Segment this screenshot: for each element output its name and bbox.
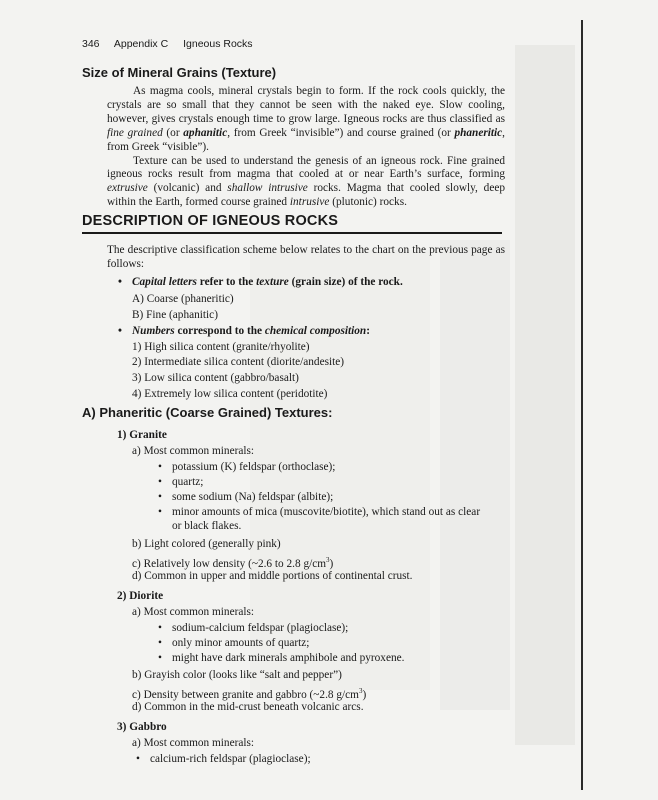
appendix-label: Appendix C: [113, 38, 169, 50]
list-item-continuation: or black flakes.: [172, 520, 242, 532]
composition-code-4: 4) Extremely low silica content (peridotite): [132, 388, 328, 400]
list-item: • some sodium (Na) feldspar (albite);: [158, 491, 334, 503]
diorite-minerals-label: a) Most common minerals:: [132, 606, 255, 618]
granite-minerals-label: a) Most common minerals:: [132, 445, 255, 457]
diorite-occurrence: d) Common in the mid-crust beneath volcanic arcs.: [132, 701, 364, 713]
term-aphanitic: aphanitic: [183, 126, 228, 139]
bullet-icon: •: [158, 491, 162, 503]
texture-code-a: A) Coarse (phaneritic): [132, 293, 234, 305]
texture-paragraph-1: As magma cools, mineral crystals begin to form. If the rock cools quickly, the crystals are so small that they cannot be seen with the naked eye. Slow cooling, however, gives crystals enough time to grow large. Igneous rocks are thus classified as fine grained (or aphanitic, from Greek “invisible”) and course grained (or phaneritic, from Greek “visible”).: [107, 85, 505, 153]
texture-paragraph: [107, 85, 505, 210]
term-shallow-intrusive: shallow intrusive: [227, 182, 308, 195]
list-item: • potassium (K) feldspar (orthoclase);: [158, 461, 336, 473]
granite-occurrence: d) Common in upper and middle portions of continental crust.: [132, 570, 413, 582]
bullet-icon: •: [158, 461, 162, 473]
bullet-capital-letters: • Capital letters refer to the texture (grain size) of the rock.: [118, 276, 403, 288]
composition-code-2: 2) Intermediate silica content (diorite/andesite): [132, 356, 345, 368]
bullet-numbers: • Numbers correspond to the chemical composition:: [118, 325, 370, 337]
chapter-label: Igneous Rocks: [183, 38, 253, 50]
composition-code-3: 3) Low silica content (gabbro/basalt): [132, 372, 299, 384]
bullet-icon: •: [158, 476, 162, 488]
diorite-density: c) Density between granite and gabbro (~2.8 $g/cm^3$): [132, 687, 367, 701]
diorite-title: 2) Diorite: [117, 590, 164, 602]
page-number: 346: [82, 38, 100, 50]
composition-code-1: 1) High silica content (granite/rhyolite): [132, 341, 310, 353]
bullet-icon: •: [158, 637, 162, 649]
bullet-icon: •: [136, 753, 140, 765]
phaneritic-heading: A) Phaneritic (Coarse Grained) Textures:: [82, 405, 333, 420]
running-header: [82, 38, 265, 50]
term-fine-grained: fine grained: [107, 126, 163, 139]
list-item: • only minor amounts of quartz;: [158, 637, 310, 649]
texture-code-b: B) Fine (aphanitic): [132, 309, 218, 321]
list-item: • minor amounts of mica (muscovite/biotite), which stand out as clear: [158, 506, 481, 518]
texture-paragraph-2: Texture can be used to understand the genesis of an igneous rock. Fine grained igneous rocks result from magma that cooled at or near Earth’s surface, forming extrusive (volcanic) and shallow intrusive rocks. Magma that cooled slowly, deep within the Earth, formed course grained intrusive (plutonic) rocks.: [107, 154, 506, 209]
term-intrusive: intrusive: [289, 196, 330, 209]
list-item: • calcium-rich feldspar (plagioclase);: [136, 753, 311, 765]
list-item: • might have dark minerals amphibole and pyroxene.: [158, 652, 405, 664]
texture-heading: Size of Mineral Grains (Texture): [82, 65, 277, 80]
gabbro-minerals-label: a) Most common minerals:: [132, 737, 255, 749]
show-through-shade: [515, 45, 575, 745]
granite-density: c) Relatively low density (~2.6 to 2.8 $g/cm^3$): [132, 556, 334, 570]
bullet-icon: •: [158, 622, 162, 634]
bullet-icon: •: [118, 276, 122, 288]
term-extrusive: extrusive: [107, 182, 148, 195]
binding-edge-rule: [581, 20, 583, 790]
bullet-icon: •: [158, 652, 162, 664]
description-heading: DESCRIPTION OF IGNEOUS ROCKS: [82, 213, 502, 234]
list-item: • quartz;: [158, 476, 204, 488]
bullet-icon: •: [118, 325, 122, 337]
show-through-shade: [440, 240, 510, 710]
granite-color: b) Light colored (generally pink): [132, 538, 281, 550]
bullet-icon: •: [158, 506, 162, 518]
diorite-color: b) Grayish color (looks like “salt and pepper”): [132, 669, 342, 681]
term-phaneritic: phaneritic: [454, 126, 503, 139]
granite-title: 1) Granite: [117, 429, 167, 441]
list-item: • sodium-calcium feldspar (plagioclase);: [158, 622, 349, 634]
description-intro: The descriptive classification scheme below relates to the chart on the previous page as follows:: [107, 244, 505, 270]
gabbro-title: 3) Gabbro: [117, 721, 167, 733]
